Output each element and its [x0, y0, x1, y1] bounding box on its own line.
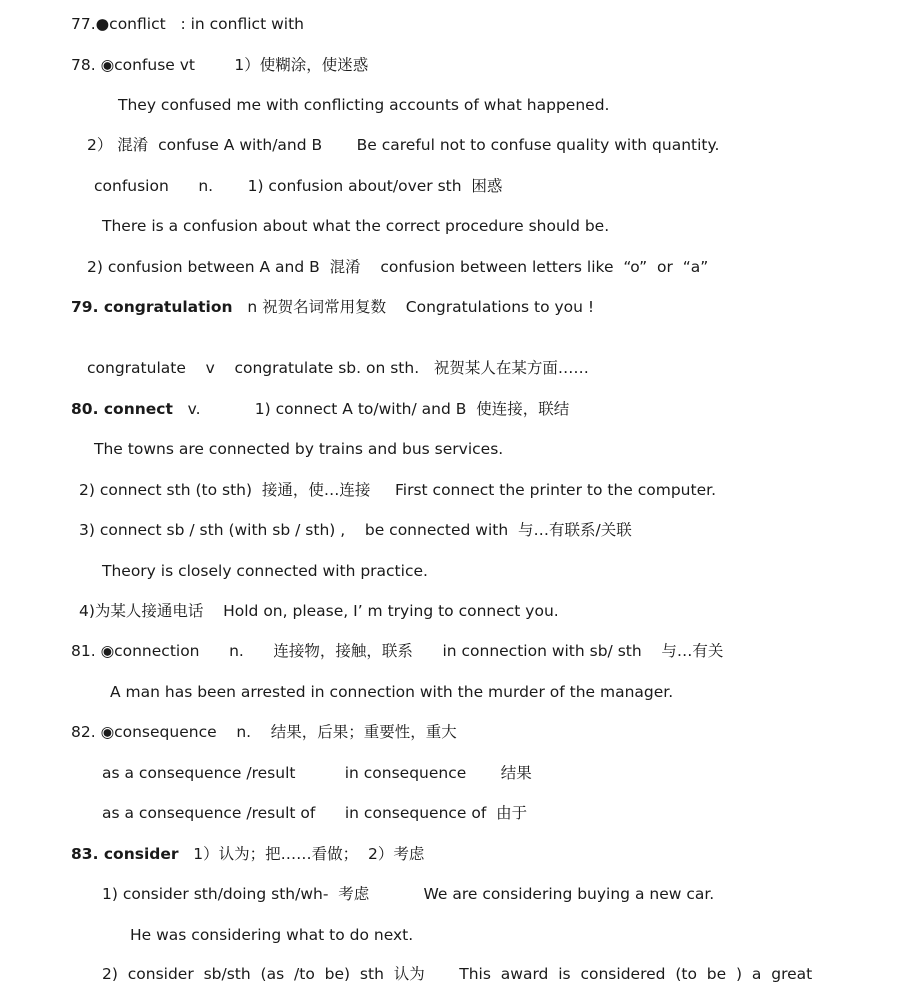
sense-line: 2） 混淆 confuse A with/and B Be careful not to confuse quality with quantity.: [87, 136, 720, 154]
example-sentence: There is a confusion about what the correct procedure should be.: [102, 217, 610, 235]
sense-line: 3) connect sb / sth (with sb / sth) , be connected with 与…有联系/关联: [79, 521, 632, 539]
entry-definition: 1）认为；把……看做； 2）考虑: [178, 845, 425, 863]
example-sentence: They confused me with conflicting accounts of what happened.: [118, 96, 610, 114]
derivative-line: congratulate v congratulate sb. on sth. 祝贺某人在某方面……: [87, 359, 589, 377]
entry-headword: 79. congratulation: [71, 298, 233, 316]
entry-definition: n 祝贺名词常用复数 Congratulations to you !: [232, 298, 595, 316]
entry-82-consequence: 82. ◉consequence n. 结果，后果；重要性，重大: [71, 723, 457, 741]
sense-line: 4)为某人接通电话 Hold on, please, I’ m trying to connect you.: [79, 602, 559, 620]
entry-77-conflict: 77.●conflict : in conflict with: [71, 15, 304, 33]
sense-line: 2) confusion between A and B 混淆 confusion between letters like “o” or “a”: [87, 258, 709, 276]
example-sentence: A man has been arrested in connection with the murder of the manager.: [110, 683, 674, 701]
entry-78-confuse: 78. ◉confuse vt 1）使糊涂，使迷惑: [71, 56, 369, 74]
entry-definition: v. 1) connect A to/with/ and B 使连接，联结: [172, 400, 570, 418]
example-sentence: Theory is closely connected with practice.: [102, 562, 428, 580]
entry-83-consider: [71, 844, 424, 864]
example-sentence: He was considering what to do next.: [130, 926, 414, 944]
sense-line: 1) consider sth/doing sth/wh- 考虑 We are considering buying a new car.: [102, 885, 715, 903]
phrase-line: as a consequence /result in consequence 结果: [102, 764, 532, 782]
sense-line: 2) connect sth (to sth) 接通，使…连接 First connect the printer to the computer.: [79, 481, 716, 499]
sense-line: 2) consider sb/sth (as /to be) sth 认为 This award is considered (to be ) a great: [102, 965, 813, 983]
entry-headword: 83. consider: [71, 845, 179, 863]
example-sentence: The towns are connected by trains and bus services.: [94, 440, 504, 458]
entry-79-congratulation: [71, 297, 594, 317]
entry-80-connect: [71, 399, 569, 419]
entry-headword: 80. connect: [71, 400, 173, 418]
derivative-line: confusion n. 1) confusion about/over sth 困惑: [94, 177, 503, 195]
phrase-line: as a consequence /result of in consequence of 由于: [102, 804, 528, 822]
entry-81-connection: 81. ◉connection n. 连接物，接触，联系 in connection with sb/ sth 与…有关: [71, 642, 724, 660]
